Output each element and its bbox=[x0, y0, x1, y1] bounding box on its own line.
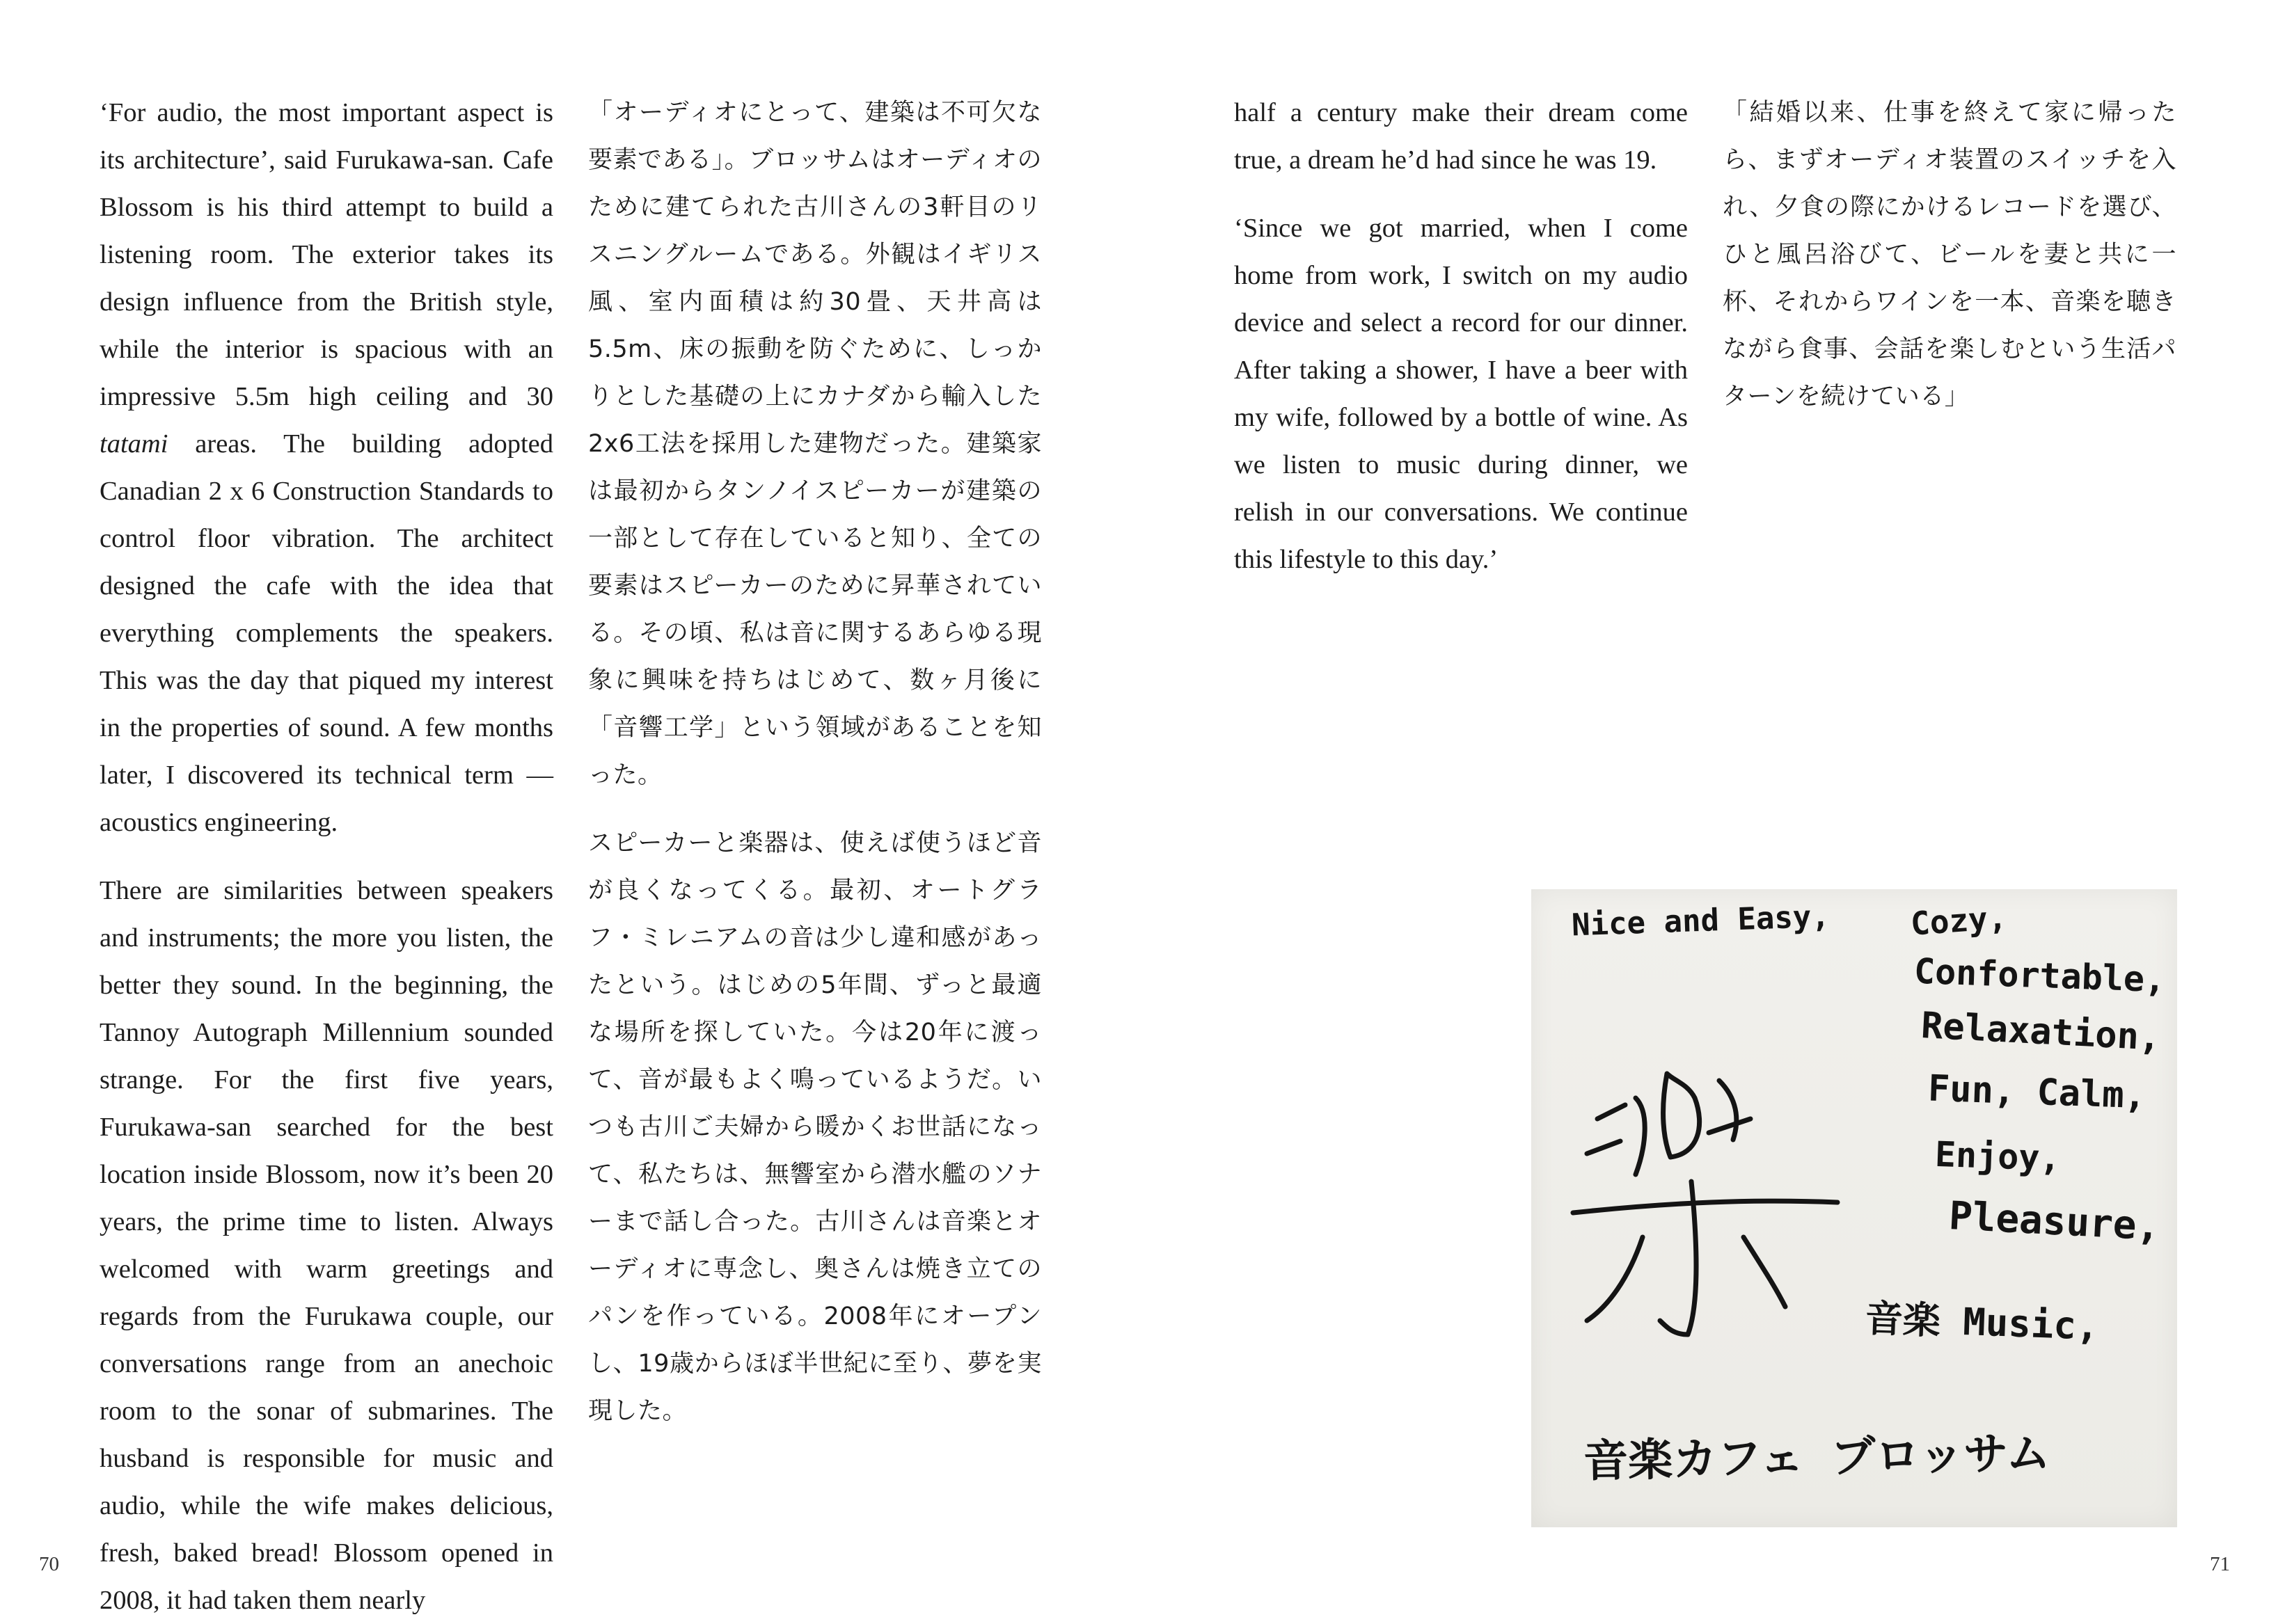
japanese-paragraph: 「オーディオにとって、建築は不可欠な要素である」。ブロッサムはオーディオのために建てられた古川さんの3軒目のリスニングルームである。外観はイギリス風、室内面積は約30畳、天井高は5.5m、床の振動を防ぐために、しっかりとした基礎の上にカナダから輸入した2x6工法を採用した建物だった。建築家は最初からタンノイスピーカーが建築の一部として存在していると知り、全ての要素はスピーカーのために昇華されている。その頃、私は音に関するあらゆる現象に興味を持ちはじめて、数ヶ月後に「音響工学」という領域があることを知った。 bbox=[588, 99, 1042, 789]
note-line: Nice and Easy, bbox=[1571, 898, 1831, 944]
left-page bbox=[0, 0, 1134, 1619]
japanese-paragraph: スピーカーと楽器は、使えば使うほど音が良くなってくる。最初、オートグラフ・ミレニアムの音は少し違和感があったという。はじめの5年間、ずっと最適な場所を探していた。今は20年に渡って、音が最もよく鳴っているようだ。いつも古川ご夫婦から暖かくお世話になって、私たちは、無響室から潜水艦のソナーまで話し合った。古川さんは音楽とオーディオに専念し、奥さんは焼き立てのパンを作っている。2008年にオープンし、19歳からほぼ半世紀に至り、夢を実現した。 bbox=[588, 829, 1042, 1425]
note-line: Pleasure, bbox=[1947, 1193, 2161, 1250]
note-line: Enjoy, bbox=[1934, 1133, 2062, 1179]
japanese-column-left bbox=[588, 89, 1042, 1435]
note-line: 音楽 Music, bbox=[1864, 1296, 2100, 1348]
english-paragraph: ‘For audio, the most important aspect is its architecture’, said Furukawa-san. Cafe Blossom is his third attempt to build a listening room. The exterior takes its design influence from the British style, while the interior is spacious with an impressive 5.5m high ceiling and 30 tatami areas. The building adopted Canadian 2 x 6 Construction Standards to control floor vibration. The architect designed the cafe with the idea that everything complements the speakers. This was the day that piqued my interest in the properties of sound. A few months later, I discovered its technical term — acoustics engineering. bbox=[100, 98, 553, 837]
note-line: Relaxation, bbox=[1920, 1005, 2162, 1059]
italic-term: tatami bbox=[100, 429, 168, 459]
note-line: Fun, Calm, bbox=[1927, 1067, 2147, 1117]
japanese-paragraph: 「結婚以来、仕事を終えて家に帰ったら、まずオーディオ装置のスイッチを入れ、夕食の際にかけるレコードを選び、ひと風呂浴びて、ビールを妻と共に一杯、それからワインを一本、音楽を聴きながら食事、会話を楽しむという生活パターンを続けている」 bbox=[1723, 99, 2176, 411]
english-paragraph: There are similarities between speakers and instruments; the more you listen, the better they sound. In the beginning, the Tannoy Autograph Millennium sounded strange. For the first five years, Furukawa-san searched for the best location inside Blossom, now it’s been 20 years, the prime time to listen. Always welcomed with warm greetings and regards from the Furukawa couple, our conversations range from an anechoic room to the sonar of submarines. The husband is responsible for music and audio, while the wife makes delicious, fresh, baked bread! Blossom opened in 2008, it had taken them nearly bbox=[100, 876, 553, 1615]
page-number: 71 bbox=[2210, 1553, 2230, 1575]
note-line: 音楽カフェ ブロッサム bbox=[1583, 1428, 2051, 1488]
page-number: 70 bbox=[39, 1553, 59, 1575]
japanese-column-right bbox=[1723, 89, 2176, 420]
english-column-right bbox=[1234, 89, 1688, 583]
note-line: Confortable, bbox=[1913, 950, 2167, 1001]
english-column-left bbox=[100, 89, 553, 1624]
handwritten-note-photo bbox=[1531, 889, 2177, 1527]
english-paragraph: ‘Since we got married, when I come home from work, I switch on my audio device and select a record for our dinner. After taking a shower, I have a beer with my wife, followed by a bottle of wine. As we listen to music during dinner, we relish in our conversations. We continue this lifestyle to this day.’ bbox=[1234, 214, 1688, 574]
note-line: Cozy, bbox=[1909, 898, 2009, 943]
english-paragraph: half a century make their dream come true, a dream he’d had since he was 19. bbox=[1234, 98, 1688, 175]
